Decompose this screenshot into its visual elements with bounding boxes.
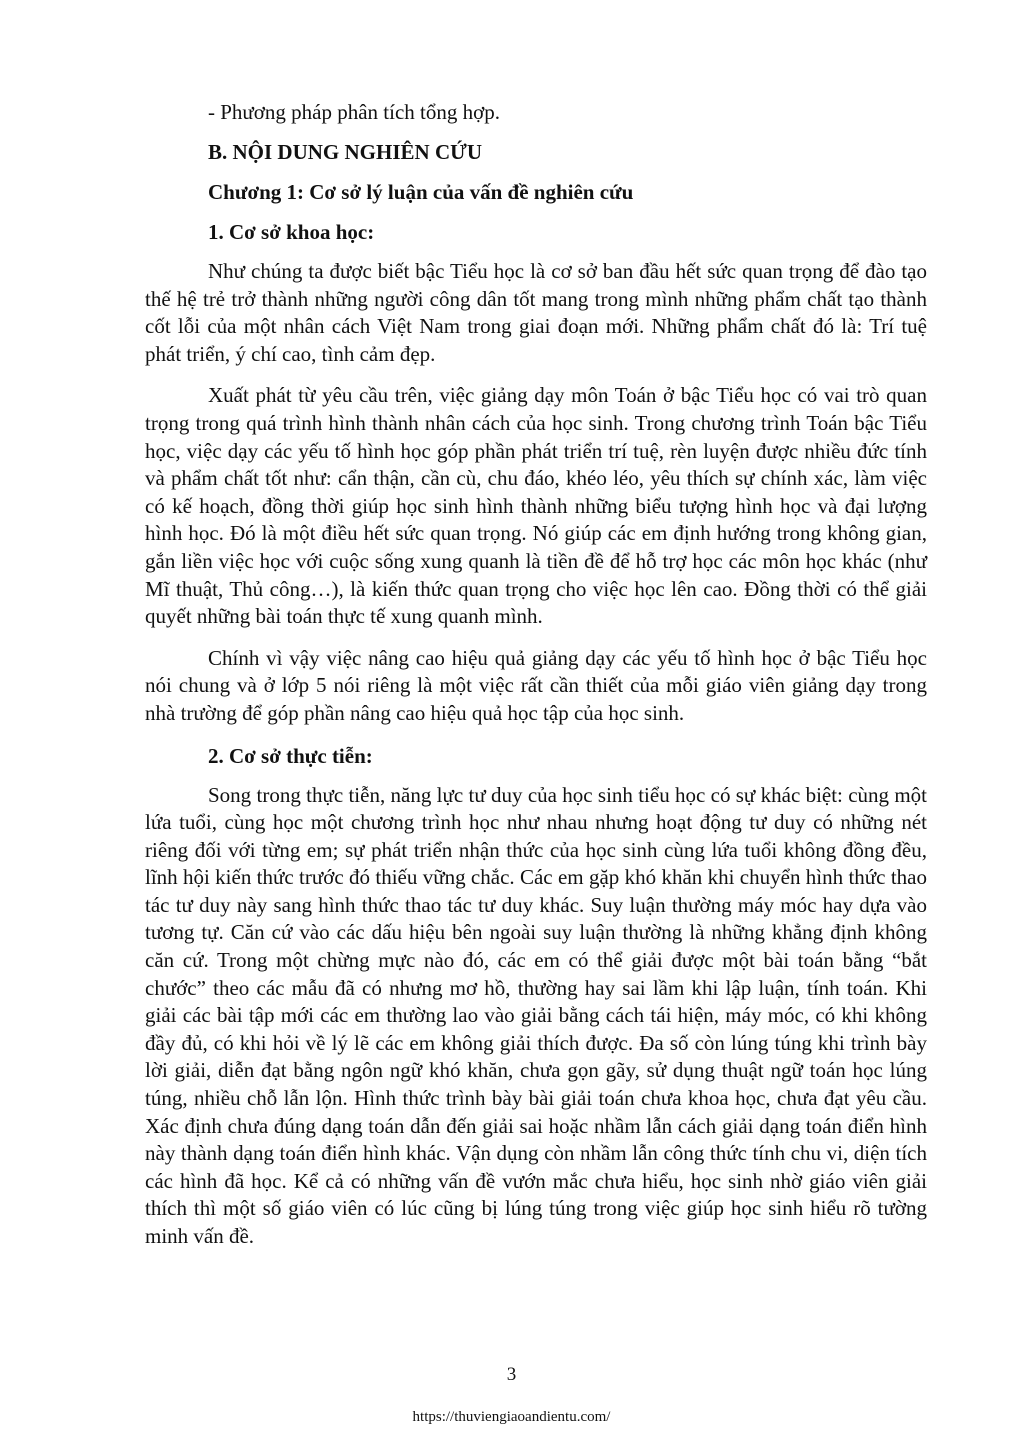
intro-line: - Phương pháp phân tích tổng hợp. bbox=[208, 100, 500, 124]
footer-url: https://thuviengiaoandientu.com/ bbox=[412, 1409, 611, 1425]
chapter-1-heading: Chương 1: Cơ sở lý luận của vấn đề nghiên cứu bbox=[208, 180, 634, 204]
document-page bbox=[145, 98, 927, 1251]
paragraph-scientific-basis-3: Chính vì vậy việc nâng cao hiệu quả giảng dạy các yếu tố hình học ở bậc Tiểu học nói chung và ở lớp 5 nói riêng là một việc rất cần thiết của mỗi giáo viên giảng dạy trong nhà trường để góp phần nâng cao hiệu quả học tập của học sinh. bbox=[145, 645, 927, 725]
paragraph-practical-basis: Song trong thực tiễn, năng lực tư duy của học sinh tiểu học có sự khác biệt: cùng một lứa tuổi, cùng học một chương trình học như nhau nhưng hoạt động tư duy có những nét riêng đối với từng em; sự phát triển nhận thức của học sinh cùng lứa tuổi không đồng đều, lĩnh hội kiến thức trước đó thiếu vững chắc. Các em gặp khó khăn khi chuyển hình thức thao tác tư duy này sang hình thức thao tác tư duy khác. Suy luận thường máy móc hay dựa vào tương tự. Căn cứ vào các dấu hiệu bên ngoài suy luận thường là những khẳng định không căn cứ. Trong một chừng mực nào đó, các em có thể giải được một bài toán bằng “bắt chước” theo các mẫu đã có nhưng mơ hồ, thường hay sai lầm khi lập luận, tính toán. Khi giải các bài tập mới các em thường lao vào giải bằng cách tái hiện, máy móc, có khi không đầy đủ, có khi hỏi về lý lẽ các em không giải thích được. Đa số còn lúng túng khi trình bày lời giải, diễn đạt bằng ngôn ngữ khó khăn, chưa gọn gãy, sử dụng thuật ngữ toán học lúng túng, nhiều chỗ lẫn lộn. Hình thức trình bày bài giải toán chưa khoa học, chưa đạt yêu cầu. Xác định chưa đúng dạng toán dẫn đến giải sai hoặc nhầm lẫn cách giải dạng toán điển hình này thành dạng toán điển hình khác. Vận dụng còn nhầm lẫn công thức tính chu vi, diện tích các hình đã học. Kể cả có những vấn đề vướn mắc chưa hiểu, học sinh nhờ giáo viên giải thích thì một số giáo viên có lúc cũng bị lúng túng trong việc giúp học sinh hiểu rõ tường minh vấn đề. bbox=[145, 782, 927, 1248]
paragraph-scientific-basis-1: Như chúng ta được biết bậc Tiểu học là cơ sở ban đầu hết sức quan trọng để đào tạo thế hệ trẻ trở thành những người công dân tốt mang trong mình những phẩm chất tạo thành cốt lỗi của một nhân cách Việt Nam trong giai đoạn mới. Những phẩm chất đó là: Trí tuệ phát triển, ý chí cao, tình cảm đẹp. bbox=[145, 259, 927, 366]
section-b-heading: B. NỘI DUNG NGHIÊN CỨU bbox=[208, 140, 482, 164]
subsection-2-heading: 2. Cơ sở thực tiễn: bbox=[208, 743, 373, 768]
paragraph-scientific-basis-2: Xuất phát từ yêu cầu trên, việc giảng dạy môn Toán ở bậc Tiểu học có vai trò quan trọng trong quá trình hình thành nhân cách của học sinh. Trong chương trình Toán bậc Tiểu học, việc dạy các yếu tố hình học góp phần phát triển trí tuệ, rèn luyện được nhiều đức tính và phẩm chất tốt như: cẩn thận, cần cù, chu đáo, khéo léo, yêu thích sự chính xác, làm việc có kế hoạch, đồng thời giúp học sinh hình thành những biểu tượng hình học và đại lượng hình học. Đó là một điều hết sức quan trọng. Nó giúp các em định hướng trong không gian, gắn liền việc học với cuộc sống xung quanh là tiền đề để hỗ trợ học các môn học khác (như Mĩ thuật, Thủ công…), là kiến thức quan trọng cho việc học lên cao. Đồng thời có thể giải quyết những bài toán thực tế xung quanh mình. bbox=[145, 383, 927, 629]
page-number: 3 bbox=[506, 1364, 517, 1385]
subsection-1-heading: 1. Cơ sở khoa học: bbox=[208, 220, 375, 244]
